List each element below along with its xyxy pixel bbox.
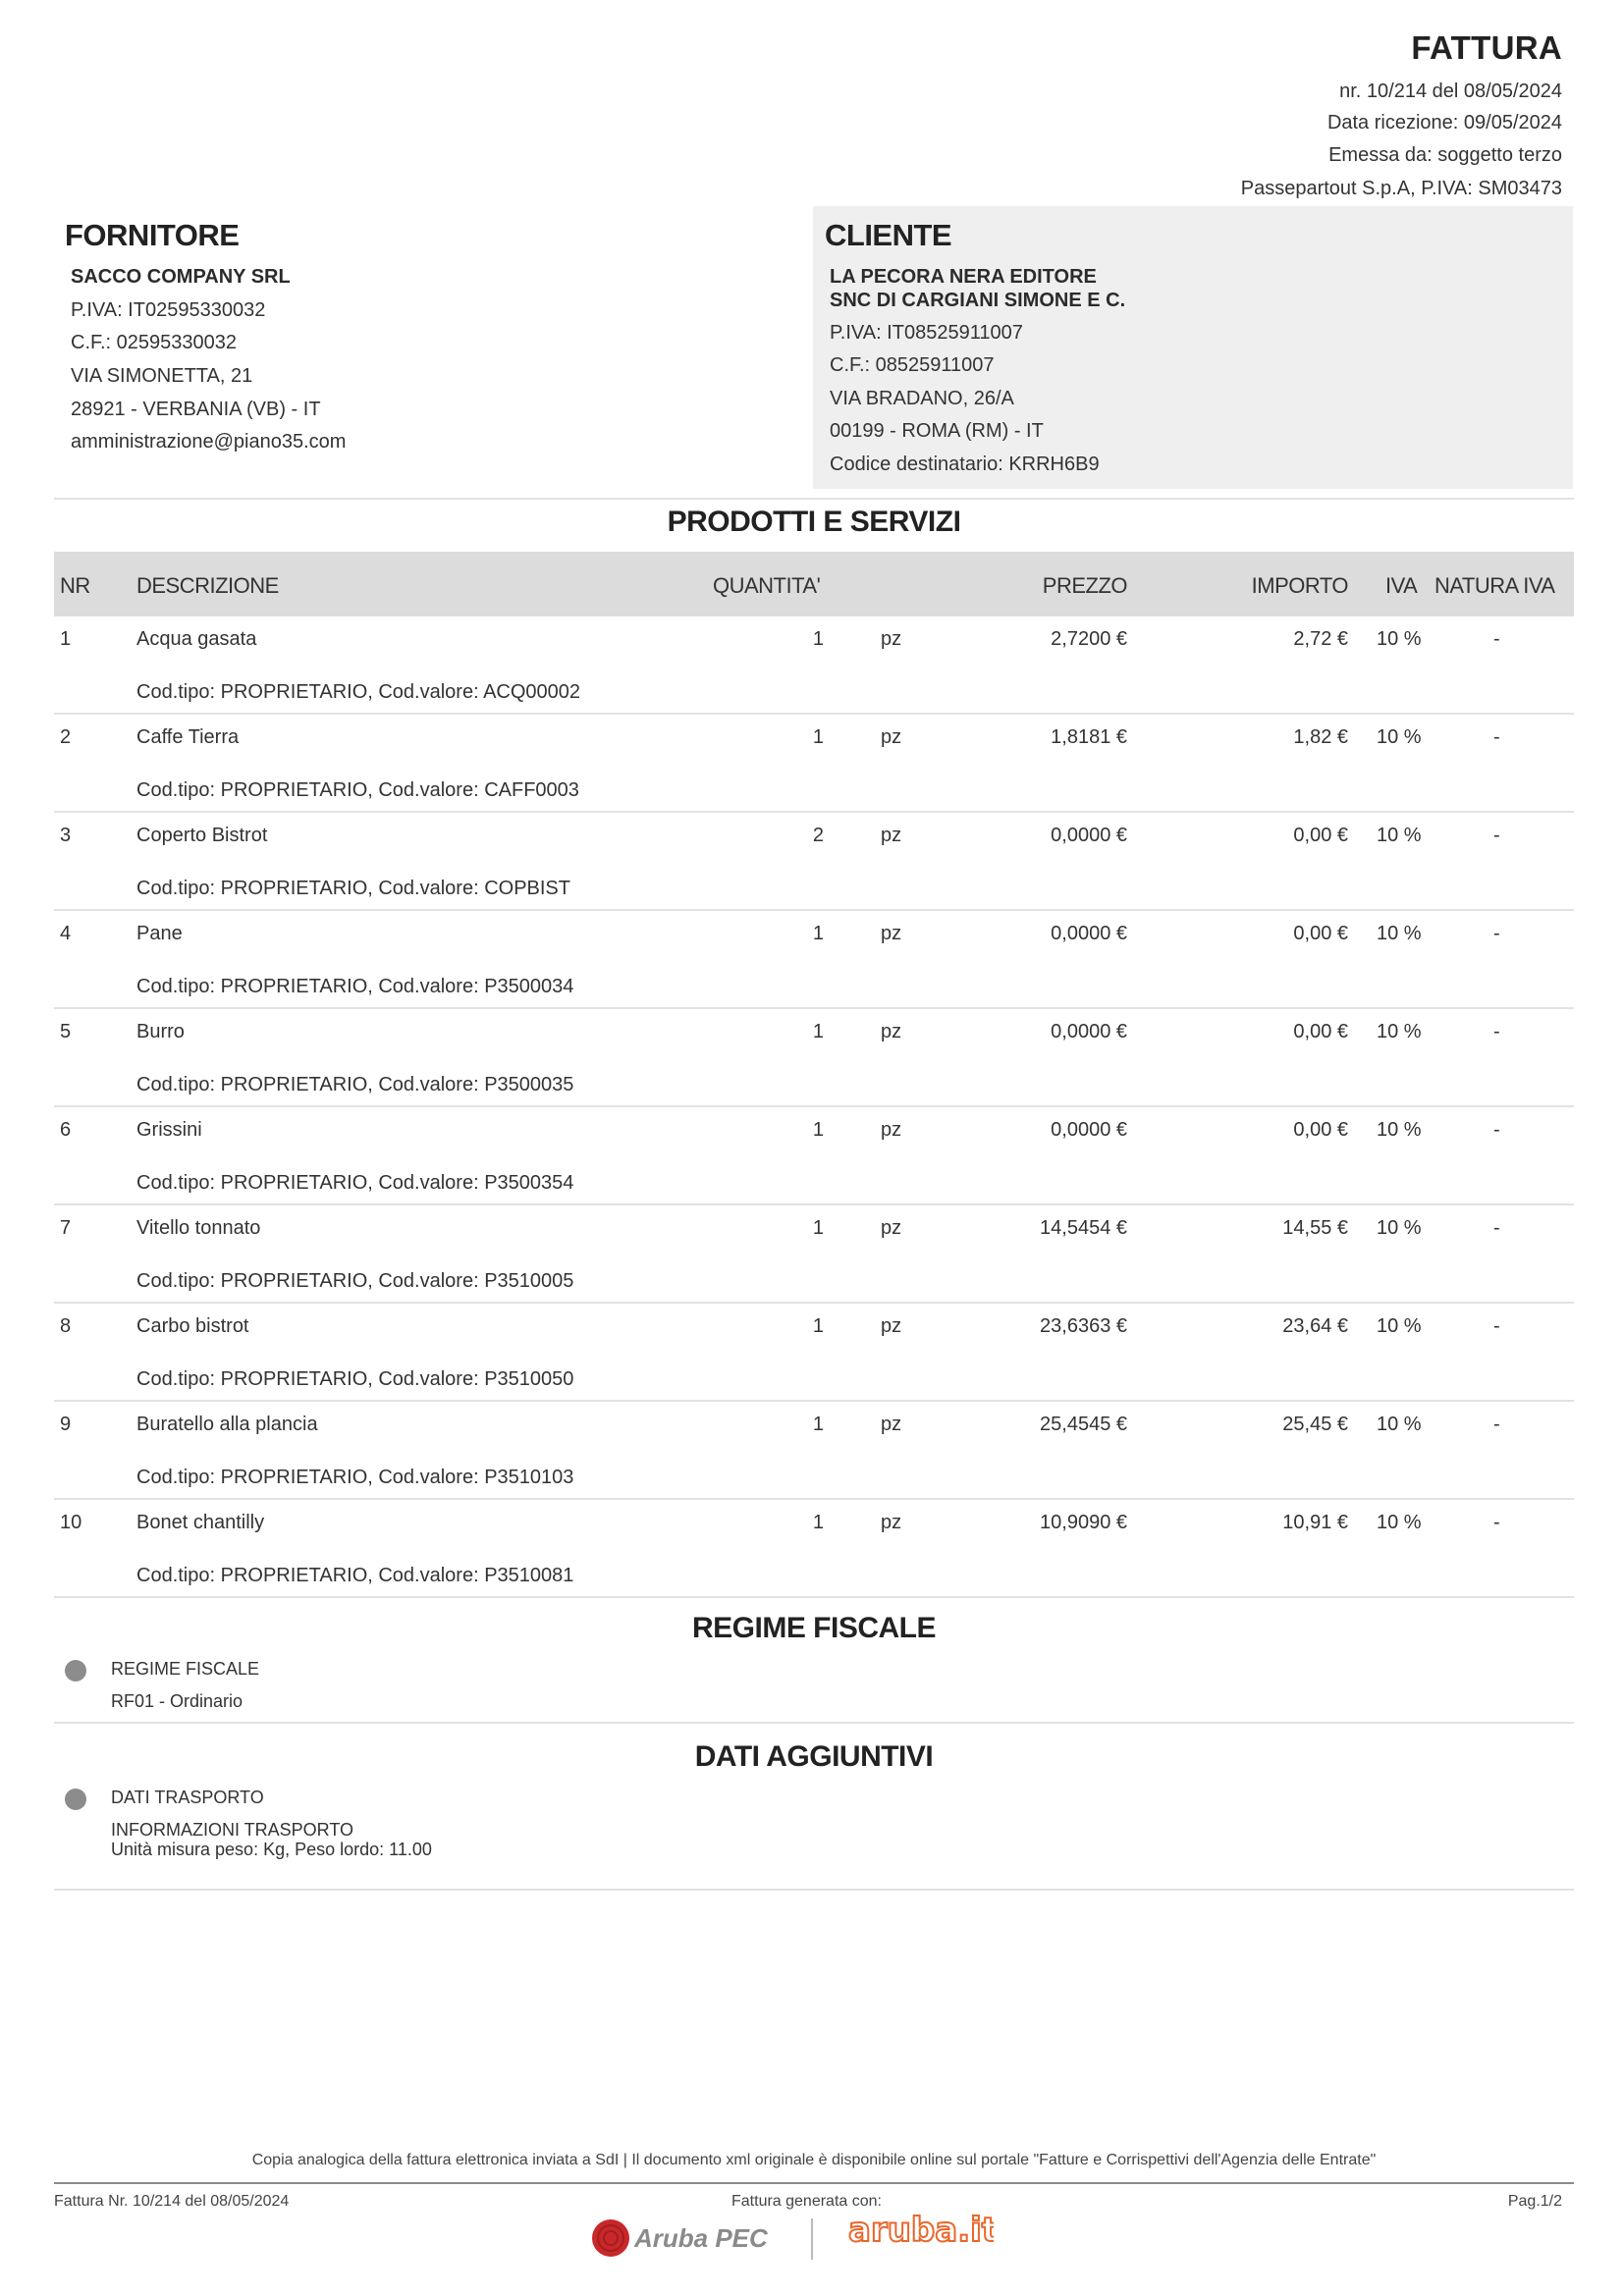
cell-nr: 7 [60,1217,72,1239]
cell-vat: 10 % [1377,1119,1422,1141]
cell-price: 25,4545 € [1040,1414,1127,1435]
client-address: VIA BRADANO, 26/A [830,388,1014,409]
cell-product-code: Cod.tipo: PROPRIETARIO, Cod.valore: P3510103 [136,1467,574,1488]
cell-vat-nature: - [1493,825,1500,846]
col-description: DESCRIZIONE [136,573,279,598]
client-name-line1: LA PECORA NERA EDITORE [830,266,1097,288]
cell-amount: 10,91 € [1282,1512,1348,1533]
supplier-cf: C.F.: 02595330032 [71,332,238,353]
cell-vat-nature: - [1493,726,1500,748]
supplier-piva: P.IVA: IT02595330032 [71,299,266,321]
supplier-city: 28921 - VERBANIA (VB) - IT [71,399,321,420]
cell-unit: pz [881,825,902,846]
cell-product-code: Cod.tipo: PROPRIETARIO, Cod.valore: P3500035 [136,1074,574,1095]
cell-unit: pz [881,1414,902,1435]
footer-generated-with: Fattura generata con: [731,2193,882,2210]
cell-unit: pz [881,1512,902,1533]
invoice-number: nr. 10/214 del 08/05/2024 [1339,80,1562,102]
cell-description: Caffe Tierra [136,726,240,748]
issued-by: Emessa da: soggetto terzo [1328,144,1562,166]
cell-quantity: 1 [812,1119,824,1141]
client-city: 00199 - ROMA (RM) - IT [830,420,1044,442]
cell-unit: pz [881,923,902,944]
cell-nr: 3 [60,825,72,846]
cell-product-code: Cod.tipo: PROPRIETARIO, Cod.valore: COPBIST [136,878,570,899]
cell-amount: 0,00 € [1293,923,1348,944]
cell-price: 1,8181 € [1051,726,1127,748]
cell-price: 23,6363 € [1040,1315,1127,1337]
cell-vat: 10 % [1377,825,1422,846]
cell-vat-nature: - [1493,628,1500,650]
cell-product-code: Cod.tipo: PROPRIETARIO, Cod.valore: P3510005 [136,1270,574,1292]
cell-nr: 6 [60,1119,72,1141]
cell-amount: 1,82 € [1293,726,1348,748]
cell-description: Coperto Bistrot [136,825,268,846]
aruba-pec-logo-text: Aruba PEC [634,2223,768,2253]
supplier-email: amministrazione@piano35.com [71,431,347,453]
cell-vat: 10 % [1377,726,1422,748]
footer-note: Copia analogica della fattura elettronica inviata a SdI | Il documento xml originale è disponibile online sul portale "Fatture e Corrispettivi dell'Agenzia delle Entrate" [251,2152,1377,2168]
client-title: CLIENTE [825,218,952,252]
cell-product-code: Cod.tipo: PROPRIETARIO, Cod.valore: P3500354 [136,1172,574,1194]
bullet-icon [65,1660,86,1682]
cell-nr: 2 [60,726,72,748]
document-title: FATTURA [1411,29,1562,66]
cell-nr: 5 [60,1021,72,1042]
client-piva: P.IVA: IT08525911007 [830,322,1023,344]
cell-description: Bonet chantilly [136,1512,265,1533]
cell-unit: pz [881,628,902,650]
cell-quantity: 1 [812,1512,824,1533]
cell-amount: 2,72 € [1293,628,1348,650]
divider [54,498,1574,500]
additional-data-title: DATI AGGIUNTIVI [694,1740,934,1773]
cell-quantity: 1 [812,923,824,944]
cell-vat-nature: - [1493,1512,1500,1533]
table-row [54,1402,1574,1500]
table-row [54,1205,1574,1304]
cell-vat-nature: - [1493,1021,1500,1042]
cell-nr: 4 [60,923,72,944]
table-row [54,1500,1574,1598]
divider [54,1722,1574,1724]
received-date: Data ricezione: 09/05/2024 [1326,112,1562,133]
cell-quantity: 1 [812,726,824,748]
client-recipient-code: Codice destinatario: KRRH6B9 [830,454,1100,475]
client-cf: C.F.: 08525911007 [830,354,995,376]
cell-vat: 10 % [1377,1217,1422,1239]
cell-price: 0,0000 € [1051,825,1127,846]
cell-unit: pz [881,1315,902,1337]
cell-description: Grissini [136,1119,202,1141]
cell-quantity: 1 [812,1414,824,1435]
cell-unit: pz [881,726,902,748]
cell-product-code: Cod.tipo: PROPRIETARIO, Cod.valore: ACQ00002 [136,681,581,703]
cell-quantity: 1 [812,1021,824,1042]
cell-nr: 10 [60,1512,82,1533]
table-row [54,1304,1574,1402]
col-vat-nature: NATURA IVA [1434,573,1555,598]
cell-product-code: Cod.tipo: PROPRIETARIO, Cod.valore: P3500034 [136,976,574,997]
cell-vat-nature: - [1493,923,1500,944]
cell-description: Burro [136,1021,185,1042]
cell-unit: pz [881,1119,902,1141]
issuer: Passepartout S.p.A, P.IVA: SM03473 [1240,178,1562,199]
cell-quantity: 1 [812,628,824,650]
cell-unit: pz [881,1021,902,1042]
supplier-address: VIA SIMONETTA, 21 [71,365,253,387]
cell-description: Acqua gasata [136,628,257,650]
supplier-name: SACCO COMPANY SRL [71,266,291,288]
cell-price: 0,0000 € [1051,1119,1127,1141]
cell-vat: 10 % [1377,1315,1422,1337]
cell-description: Pane [136,923,183,944]
cell-description: Carbo bistrot [136,1315,249,1337]
col-price: PREZZO [1042,573,1127,598]
transport-info-label: INFORMAZIONI TRASPORTO [111,1820,354,1840]
cell-price: 0,0000 € [1051,923,1127,944]
cell-quantity: 1 [812,1315,824,1337]
cell-product-code: Cod.tipo: PROPRIETARIO, Cod.valore: CAFF0003 [136,779,579,801]
col-nr: NR [60,573,90,598]
col-amount: IMPORTO [1251,573,1348,598]
cell-nr: 1 [60,628,72,650]
cell-amount: 0,00 € [1293,1021,1348,1042]
tax-regime-value: RF01 - Ordinario [111,1691,243,1711]
cell-product-code: Cod.tipo: PROPRIETARIO, Cod.valore: P3510050 [136,1368,574,1390]
tax-regime-title: REGIME FISCALE [691,1612,936,1644]
col-quantity: QUANTITA' [713,573,821,598]
cell-vat: 10 % [1377,1021,1422,1042]
cell-vat-nature: - [1493,1217,1500,1239]
table-row [54,813,1574,911]
cell-amount: 0,00 € [1293,825,1348,846]
cell-price: 2,7200 € [1051,628,1127,650]
cell-unit: pz [881,1217,902,1239]
cell-product-code: Cod.tipo: PROPRIETARIO, Cod.valore: P3510081 [136,1565,574,1586]
products-title: PRODOTTI E SERVIZI [667,506,961,538]
divider [54,1889,1574,1891]
client-name-line2: SNC DI CARGIANI SIMONE E C. [830,290,1126,311]
aruba-it-logo-text: aruba.it [848,2211,994,2250]
supplier-title: FORNITORE [65,218,240,252]
cell-amount: 0,00 € [1293,1119,1348,1141]
logo-separator [811,2218,813,2260]
table-row [54,1107,1574,1205]
cell-amount: 23,64 € [1282,1315,1348,1337]
cell-vat: 10 % [1377,1414,1422,1435]
cell-quantity: 1 [812,1217,824,1239]
cell-price: 10,9090 € [1040,1512,1127,1533]
col-vat: IVA [1385,573,1418,598]
cell-vat: 10 % [1377,628,1422,650]
table-row [54,1009,1574,1107]
cell-amount: 14,55 € [1282,1217,1348,1239]
cell-vat-nature: - [1493,1315,1500,1337]
tax-regime-label: REGIME FISCALE [111,1659,260,1679]
cell-vat-nature: - [1493,1119,1500,1141]
cell-vat-nature: - [1493,1414,1500,1435]
cell-quantity: 2 [812,825,824,846]
transport-info-value: Unità misura peso: Kg, Peso lordo: 11.00 [111,1840,432,1859]
cell-description: Vitello tonnato [136,1217,261,1239]
cell-price: 0,0000 € [1051,1021,1127,1042]
footer-divider [54,2182,1574,2184]
table-header [54,552,1574,616]
bullet-icon [65,1789,86,1810]
table-row [54,715,1574,813]
aruba-it-logo [846,2209,994,2252]
table-row [54,616,1574,715]
table-row [54,911,1574,1009]
cell-vat: 10 % [1377,1512,1422,1533]
footer-page: Pag.1/2 [1507,2193,1562,2210]
transport-label: DATI TRASPORTO [111,1788,264,1807]
cell-price: 14,5454 € [1040,1217,1127,1239]
aruba-it-logo-graphic [846,2209,994,2252]
cell-nr: 8 [60,1315,72,1337]
cell-description: Buratello alla plancia [136,1414,318,1435]
cell-amount: 25,45 € [1282,1414,1348,1435]
cell-vat: 10 % [1377,923,1422,944]
cell-nr: 9 [60,1414,72,1435]
aruba-pec-seal-icon [587,2215,784,2260]
footer-invoice-ref: Fattura Nr. 10/214 del 08/05/2024 [54,2193,290,2210]
aruba-pec-logo [587,2215,784,2260]
